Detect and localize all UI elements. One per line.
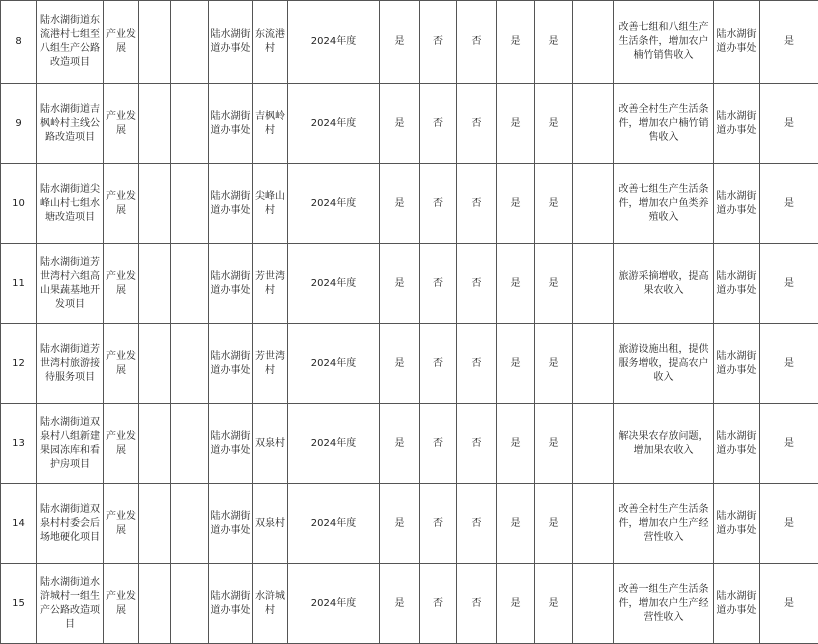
project-year: 2024年度 <box>288 1 380 84</box>
implementing-unit: 陆水湖街道办事处 <box>209 324 253 404</box>
benefit-description: 改善全村生产生活条件，增加农户生产经营性收入 <box>614 484 714 564</box>
table-row <box>1 1 818 84</box>
blank-cell <box>573 404 614 484</box>
flag-cell: 是 <box>497 84 535 164</box>
benefit-description: 改善七组生产生活条件，增加农户鱼类养殖收入 <box>614 164 714 244</box>
village-name: 东流港村 <box>253 1 288 84</box>
flag-cell: 是 <box>535 404 573 484</box>
project-name: 陆水湖街道尖峰山村七组水塘改造项目 <box>37 164 104 244</box>
implementing-unit: 陆水湖街道办事处 <box>209 84 253 164</box>
project-year: 2024年度 <box>288 324 380 404</box>
blank-cell <box>171 404 209 484</box>
row-number: 14 <box>1 484 37 564</box>
project-name: 陆水湖街道东流港村七组至八组生产公路改造项目 <box>37 1 104 84</box>
flag-cell: 否 <box>420 564 457 644</box>
row-number: 13 <box>1 404 37 484</box>
responsible-unit: 陆水湖街道办事处 <box>714 84 760 164</box>
flag-cell: 否 <box>457 84 497 164</box>
row-number: 9 <box>1 84 37 164</box>
flag-cell: 是 <box>760 164 818 244</box>
project-category: 产业发展 <box>104 324 139 404</box>
blank-cell <box>139 484 171 564</box>
project-category: 产业发展 <box>104 244 139 324</box>
flag-cell: 是 <box>760 84 818 164</box>
table-row <box>1 164 818 244</box>
flag-cell: 是 <box>380 84 420 164</box>
flag-cell: 否 <box>457 564 497 644</box>
blank-cell <box>573 164 614 244</box>
row-number: 15 <box>1 564 37 644</box>
flag-cell: 是 <box>760 484 818 564</box>
blank-cell <box>171 564 209 644</box>
village-name: 双泉村 <box>253 404 288 484</box>
flag-cell: 否 <box>457 1 497 84</box>
implementing-unit: 陆水湖街道办事处 <box>209 404 253 484</box>
flag-cell: 否 <box>457 404 497 484</box>
project-category: 产业发展 <box>104 484 139 564</box>
flag-cell: 否 <box>420 324 457 404</box>
project-category: 产业发展 <box>104 1 139 84</box>
project-year: 2024年度 <box>288 564 380 644</box>
blank-cell <box>139 324 171 404</box>
benefit-description: 旅游设施出租，提供服务增收，提高农户收入 <box>614 324 714 404</box>
project-category: 产业发展 <box>104 404 139 484</box>
blank-cell <box>139 564 171 644</box>
village-name: 芳世湾村 <box>253 324 288 404</box>
flag-cell: 是 <box>535 164 573 244</box>
blank-cell <box>573 84 614 164</box>
responsible-unit: 陆水湖街道办事处 <box>714 484 760 564</box>
flag-cell: 是 <box>535 324 573 404</box>
blank-cell <box>139 164 171 244</box>
village-name: 水浒城村 <box>253 564 288 644</box>
flag-cell: 是 <box>535 244 573 324</box>
blank-cell <box>171 324 209 404</box>
responsible-unit: 陆水湖街道办事处 <box>714 564 760 644</box>
row-number: 10 <box>1 164 37 244</box>
flag-cell: 否 <box>420 84 457 164</box>
village-name: 吉枫岭村 <box>253 84 288 164</box>
flag-cell: 是 <box>497 484 535 564</box>
flag-cell: 是 <box>760 564 818 644</box>
benefit-description: 解决果农存放问题，增加果农收入 <box>614 404 714 484</box>
flag-cell: 是 <box>380 564 420 644</box>
benefit-description: 改善七组和八组生产生活条件，增加农户楠竹销售收入 <box>614 1 714 84</box>
blank-cell <box>139 84 171 164</box>
implementing-unit: 陆水湖街道办事处 <box>209 1 253 84</box>
responsible-unit: 陆水湖街道办事处 <box>714 164 760 244</box>
table-row <box>1 324 818 404</box>
blank-cell <box>171 1 209 84</box>
row-number: 12 <box>1 324 37 404</box>
table-row <box>1 564 818 644</box>
flag-cell: 否 <box>457 484 497 564</box>
project-name: 陆水湖街道双泉村八组新建果园冻库和看护房项目 <box>37 404 104 484</box>
project-year: 2024年度 <box>288 164 380 244</box>
flag-cell: 是 <box>760 404 818 484</box>
flag-cell: 是 <box>497 1 535 84</box>
flag-cell: 是 <box>535 84 573 164</box>
benefit-description: 改善一组生产生活条件，增加农户生产经营性收入 <box>614 564 714 644</box>
project-year: 2024年度 <box>288 484 380 564</box>
flag-cell: 否 <box>420 164 457 244</box>
village-name: 芳世湾村 <box>253 244 288 324</box>
project-year: 2024年度 <box>288 84 380 164</box>
project-category: 产业发展 <box>104 164 139 244</box>
responsible-unit: 陆水湖街道办事处 <box>714 244 760 324</box>
village-name: 双泉村 <box>253 484 288 564</box>
responsible-unit: 陆水湖街道办事处 <box>714 324 760 404</box>
responsible-unit: 陆水湖街道办事处 <box>714 404 760 484</box>
row-number: 11 <box>1 244 37 324</box>
flag-cell: 是 <box>380 164 420 244</box>
flag-cell: 是 <box>380 1 420 84</box>
implementing-unit: 陆水湖街道办事处 <box>209 244 253 324</box>
flag-cell: 是 <box>380 244 420 324</box>
table-row <box>1 404 818 484</box>
flag-cell: 否 <box>420 244 457 324</box>
flag-cell: 是 <box>380 324 420 404</box>
flag-cell: 是 <box>535 1 573 84</box>
project-name: 陆水湖街道吉枫岭村主线公路改造项目 <box>37 84 104 164</box>
blank-cell <box>139 1 171 84</box>
implementing-unit: 陆水湖街道办事处 <box>209 564 253 644</box>
blank-cell <box>171 244 209 324</box>
project-name: 陆水湖街道芳世湾村旅游接待服务项目 <box>37 324 104 404</box>
table-row <box>1 244 818 324</box>
flag-cell: 是 <box>535 484 573 564</box>
blank-cell <box>171 84 209 164</box>
flag-cell: 否 <box>457 324 497 404</box>
flag-cell: 是 <box>760 244 818 324</box>
flag-cell: 否 <box>457 164 497 244</box>
village-name: 尖峰山村 <box>253 164 288 244</box>
table-row <box>1 484 818 564</box>
benefit-description: 改善全村生产生活条件，增加农户楠竹销售收入 <box>614 84 714 164</box>
flag-cell: 否 <box>420 404 457 484</box>
table-body <box>1 1 818 644</box>
flag-cell: 是 <box>535 564 573 644</box>
project-name: 陆水湖街道双泉村村委会后场地硬化项目 <box>37 484 104 564</box>
flag-cell: 是 <box>497 164 535 244</box>
flag-cell: 是 <box>760 1 818 84</box>
flag-cell: 是 <box>497 564 535 644</box>
flag-cell: 是 <box>380 404 420 484</box>
project-name: 陆水湖街道水浒城村一组生产公路改造项目 <box>37 564 104 644</box>
table-row <box>1 84 818 164</box>
project-category: 产业发展 <box>104 84 139 164</box>
flag-cell: 否 <box>457 244 497 324</box>
flag-cell: 是 <box>497 244 535 324</box>
project-year: 2024年度 <box>288 404 380 484</box>
blank-cell <box>573 564 614 644</box>
row-number: 8 <box>1 1 37 84</box>
implementing-unit: 陆水湖街道办事处 <box>209 164 253 244</box>
implementing-unit: 陆水湖街道办事处 <box>209 484 253 564</box>
benefit-description: 旅游采摘增收，提高果农收入 <box>614 244 714 324</box>
blank-cell <box>573 484 614 564</box>
project-name: 陆水湖街道芳世湾村六组高山果蔬基地开发项目 <box>37 244 104 324</box>
blank-cell <box>573 1 614 84</box>
blank-cell <box>573 244 614 324</box>
responsible-unit: 陆水湖街道办事处 <box>714 1 760 84</box>
blank-cell <box>171 484 209 564</box>
project-year: 2024年度 <box>288 244 380 324</box>
flag-cell: 是 <box>760 324 818 404</box>
flag-cell: 是 <box>497 404 535 484</box>
blank-cell <box>139 404 171 484</box>
flag-cell: 是 <box>380 484 420 564</box>
flag-cell: 是 <box>497 324 535 404</box>
blank-cell <box>139 244 171 324</box>
flag-cell: 否 <box>420 484 457 564</box>
blank-cell <box>171 164 209 244</box>
blank-cell <box>573 324 614 404</box>
project-category: 产业发展 <box>104 564 139 644</box>
flag-cell: 否 <box>420 1 457 84</box>
